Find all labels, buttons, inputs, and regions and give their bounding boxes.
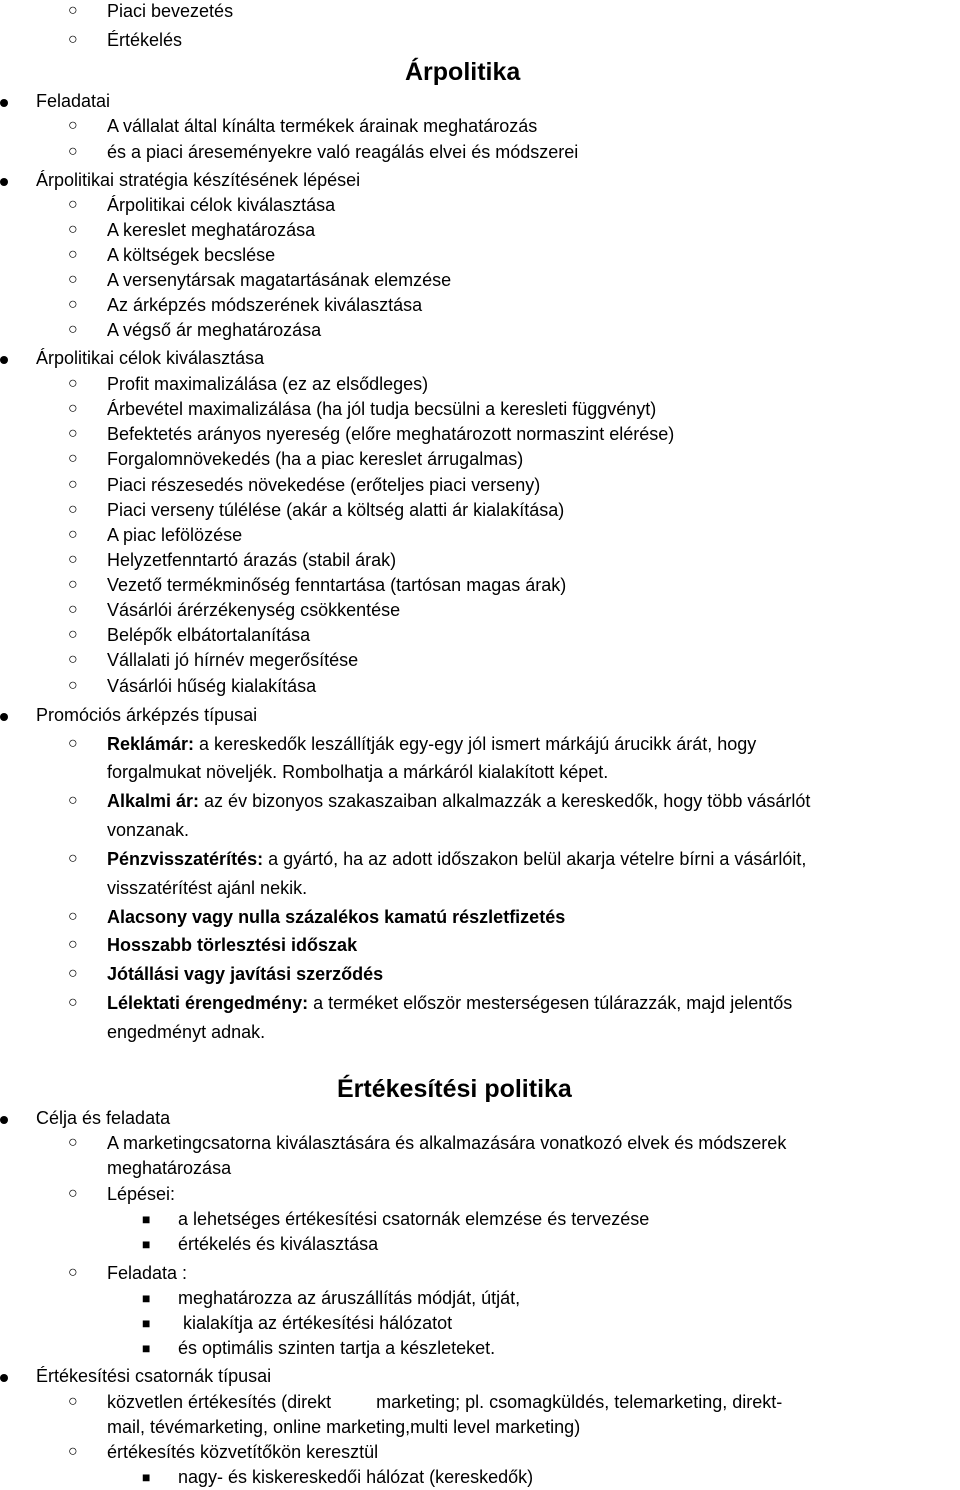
circle-bullet-icon: ○ (68, 551, 78, 568)
circle-bullet-icon: ○ (68, 994, 78, 1011)
bullet-icon (0, 347, 12, 369)
circle-bullet-icon: ○ (68, 792, 78, 809)
circle-bullet-icon: ○ (68, 196, 78, 213)
square-bullet-icon: ■ (142, 1340, 151, 1356)
square-bullet-icon: ■ (142, 1315, 151, 1331)
bullet-icon (0, 1365, 12, 1387)
circle-bullet-icon: ○ (68, 375, 78, 392)
circle-bullet-icon: ○ (68, 117, 78, 134)
circle-bullet-icon: ○ (68, 1134, 78, 1151)
circle-bullet-icon: ○ (68, 677, 78, 694)
square-bullet-icon: ■ (142, 1290, 151, 1306)
circle-bullet-icon: ○ (68, 626, 78, 643)
square-bullet-icon: ■ (142, 1469, 151, 1485)
circle-bullet-icon: ○ (68, 936, 78, 953)
circle-bullet-icon: ○ (68, 221, 78, 238)
circle-bullet-icon: ○ (68, 1443, 78, 1460)
circle-bullet-icon: ○ (68, 501, 78, 518)
circle-bullet-icon: ○ (68, 143, 78, 160)
circle-bullet-icon: ○ (68, 735, 78, 752)
square-bullet-icon: ■ (142, 1236, 151, 1252)
circle-bullet-icon: ○ (68, 476, 78, 493)
section-title-ertekesitesi-politika: Értékesítési politika (337, 1075, 572, 1103)
section-title-arpolitika: Árpolitika (405, 58, 521, 86)
square-bullet-icon: ■ (142, 1211, 151, 1227)
bullet-icon (0, 1107, 12, 1129)
circle-bullet-icon: ○ (68, 526, 78, 543)
circle-bullet-icon: ○ (68, 601, 78, 618)
circle-bullet-icon: ○ (68, 651, 78, 668)
circle-bullet-icon: ○ (68, 425, 78, 442)
circle-bullet-icon: ○ (68, 576, 78, 593)
circle-bullet-icon: ○ (68, 1393, 78, 1410)
circle-bullet-icon: ○ (68, 965, 78, 982)
circle-bullet-icon: ○ (68, 1185, 78, 1202)
circle-bullet-icon: ○ (68, 2, 78, 19)
circle-bullet-icon: ○ (68, 296, 78, 313)
circle-bullet-icon: ○ (68, 271, 78, 288)
bullet-icon (0, 169, 12, 191)
circle-bullet-icon: ○ (68, 246, 78, 263)
bullet-icon (0, 90, 12, 112)
circle-bullet-icon: ○ (68, 908, 78, 925)
circle-bullet-icon: ○ (68, 450, 78, 467)
circle-bullet-icon: ○ (68, 31, 78, 48)
circle-bullet-icon: ○ (68, 400, 78, 417)
circle-bullet-icon: ○ (68, 1264, 78, 1281)
bullet-icon (0, 704, 12, 726)
circle-bullet-icon: ○ (68, 321, 78, 338)
circle-bullet-icon: ○ (68, 850, 78, 867)
